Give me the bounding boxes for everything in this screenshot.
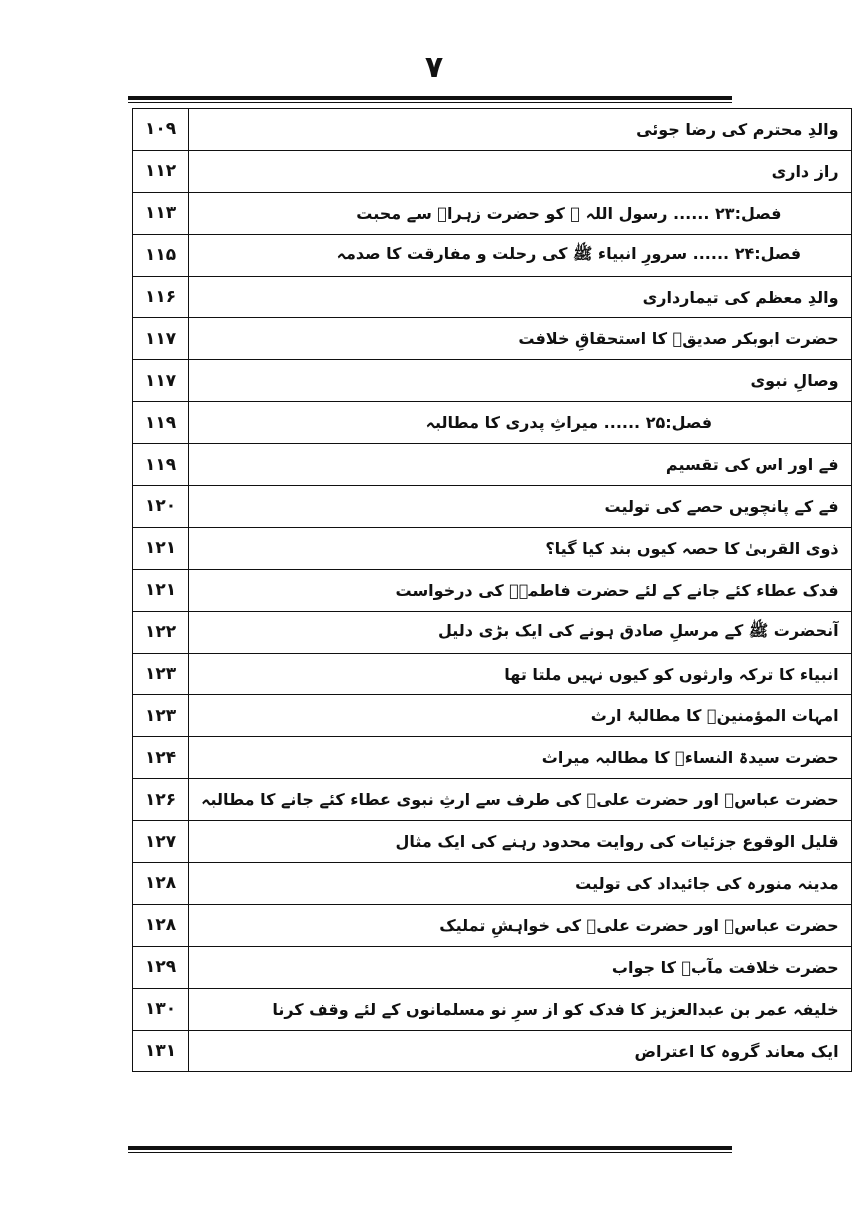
toc-row — [133, 863, 852, 905]
toc-page-number: ۱۳۱ — [133, 1030, 189, 1072]
toc-row — [133, 695, 852, 737]
toc-row — [133, 904, 852, 946]
toc-row — [133, 109, 852, 151]
table-of-contents — [132, 108, 852, 1072]
toc-section-heading: فصل:۲۵ ...... میراثِ پدری کا مطالبہ — [189, 402, 851, 444]
toc-page-number: ۱۲۳ — [133, 653, 189, 695]
toc-page-number: ۱۲۱ — [133, 527, 189, 569]
toc-row — [133, 360, 852, 402]
toc-page-number: ۱۲۴ — [133, 737, 189, 779]
toc-entry-title: راز داری — [189, 150, 851, 192]
toc-row — [133, 318, 852, 360]
bottom-rule — [128, 1146, 732, 1153]
toc-page-number: ۱۱۹ — [133, 444, 189, 486]
toc-page-number: ۱۲۲ — [133, 611, 189, 653]
toc-row — [133, 821, 852, 863]
toc-row — [133, 946, 852, 988]
top-rule — [128, 96, 732, 103]
toc-entry-title: حضرت عباسؓ اور حضرت علیؓ کی طرف سے ارثِ نبوی عطاء کئے جانے کا مطالبہ — [189, 779, 851, 821]
toc-entry-title: فے کے پانچویں حصے کی تولیت — [189, 486, 851, 528]
toc-entry-title: والدِ معظم کی تیمارداری — [189, 276, 851, 318]
toc-entry-title: حضرت ابوبکر صدیقؓ کا استحقاقِ خلافت — [189, 318, 851, 360]
toc-entry-title: امہات المؤمنینؓ کا مطالبۂ ارث — [189, 695, 851, 737]
toc-entry-title: قلیل الوقوع جزئیات کی روایت محدود رہنے کی ایک مثال — [189, 821, 851, 863]
toc-page-number: ۱۲۸ — [133, 904, 189, 946]
toc-entry-title: ذوی القربیٰ کا حصہ کیوں بند کیا گیا؟ — [189, 527, 851, 569]
toc-page-number: ۱۲۹ — [133, 946, 189, 988]
toc-entry-title: ایک معاند گروہ کا اعتراض — [189, 1030, 851, 1072]
toc-page-number: ۱۱۳ — [133, 192, 189, 234]
toc-entry-title: وصالِ نبوی — [189, 360, 851, 402]
toc-entry-title: انبیاء کا ترکہ وارثوں کو کیوں نہیں ملتا تھا — [189, 653, 851, 695]
toc-row — [133, 779, 852, 821]
toc-row — [133, 444, 852, 486]
toc-page-number: ۱۱۹ — [133, 402, 189, 444]
toc-entry-title: حضرت سیدۃ النساءؓ کا مطالبہ میراث — [189, 737, 851, 779]
toc-row — [133, 569, 852, 611]
toc-row — [133, 527, 852, 569]
toc-row — [133, 402, 852, 444]
toc-entry-title: مدینہ منورہ کی جائیداد کی تولیت — [189, 863, 851, 905]
toc-section-heading: فصل:۲۴ ...... سرورِ انبیاء ﷺ کی رحلت و مفارقت کا صدمہ — [189, 234, 851, 276]
toc-page-number: ۱۲۶ — [133, 779, 189, 821]
toc-page-number: ۱۲۱ — [133, 569, 189, 611]
toc-row — [133, 192, 852, 234]
toc-entry-title: فے اور اس کی تقسیم — [189, 444, 851, 486]
toc-page-number: ۱۱۷ — [133, 318, 189, 360]
toc-page-number: ۱۲۳ — [133, 695, 189, 737]
toc-entry-title: خلیفہ عمر بن عبدالعزیز کا فدک کو از سرِ نو مسلمانوں کے لئے وقف کرنا — [189, 988, 851, 1030]
toc-page-number: ۱۲۸ — [133, 863, 189, 905]
toc-row — [133, 611, 852, 653]
toc-page-number: ۱۱۷ — [133, 360, 189, 402]
toc-row — [133, 150, 852, 192]
toc-page-number: ۱۱۵ — [133, 234, 189, 276]
toc-page-number: ۱۳۰ — [133, 988, 189, 1030]
toc-row — [133, 653, 852, 695]
toc-page-number: ۱۱۲ — [133, 150, 189, 192]
toc-row — [133, 234, 852, 276]
toc-row — [133, 988, 852, 1030]
toc-body — [133, 109, 852, 1072]
toc-section-heading: فصل:۲۳ ...... رسول اللہ ﷺ کو حضرت زہراؓ سے محبت — [189, 192, 851, 234]
toc-row — [133, 1030, 852, 1072]
toc-entry-title: حضرت خلافت مآبؓ کا جواب — [189, 946, 851, 988]
toc-entry-title: فدک عطاء کئے جانے کے لئے حضرت فاطمہؓ کی درخواست — [189, 569, 851, 611]
toc-entry-title: آنحضرت ﷺ کے مرسلِ صادق ہونے کی ایک بڑی دلیل — [189, 611, 851, 653]
toc-entry-title: حضرت عباسؓ اور حضرت علیؓ کی خواہشِ تملیک — [189, 904, 851, 946]
toc-page-number: ۱۱۶ — [133, 276, 189, 318]
page-number: ۷ — [424, 50, 444, 85]
toc-page-number: ۱۰۹ — [133, 109, 189, 151]
toc-page-number: ۱۲۰ — [133, 486, 189, 528]
toc-row — [133, 737, 852, 779]
toc-page-number: ۱۲۷ — [133, 821, 189, 863]
toc-row — [133, 276, 852, 318]
toc-entry-title: والدِ محترم کی رضا جوئی — [189, 109, 851, 151]
toc-row — [133, 486, 852, 528]
